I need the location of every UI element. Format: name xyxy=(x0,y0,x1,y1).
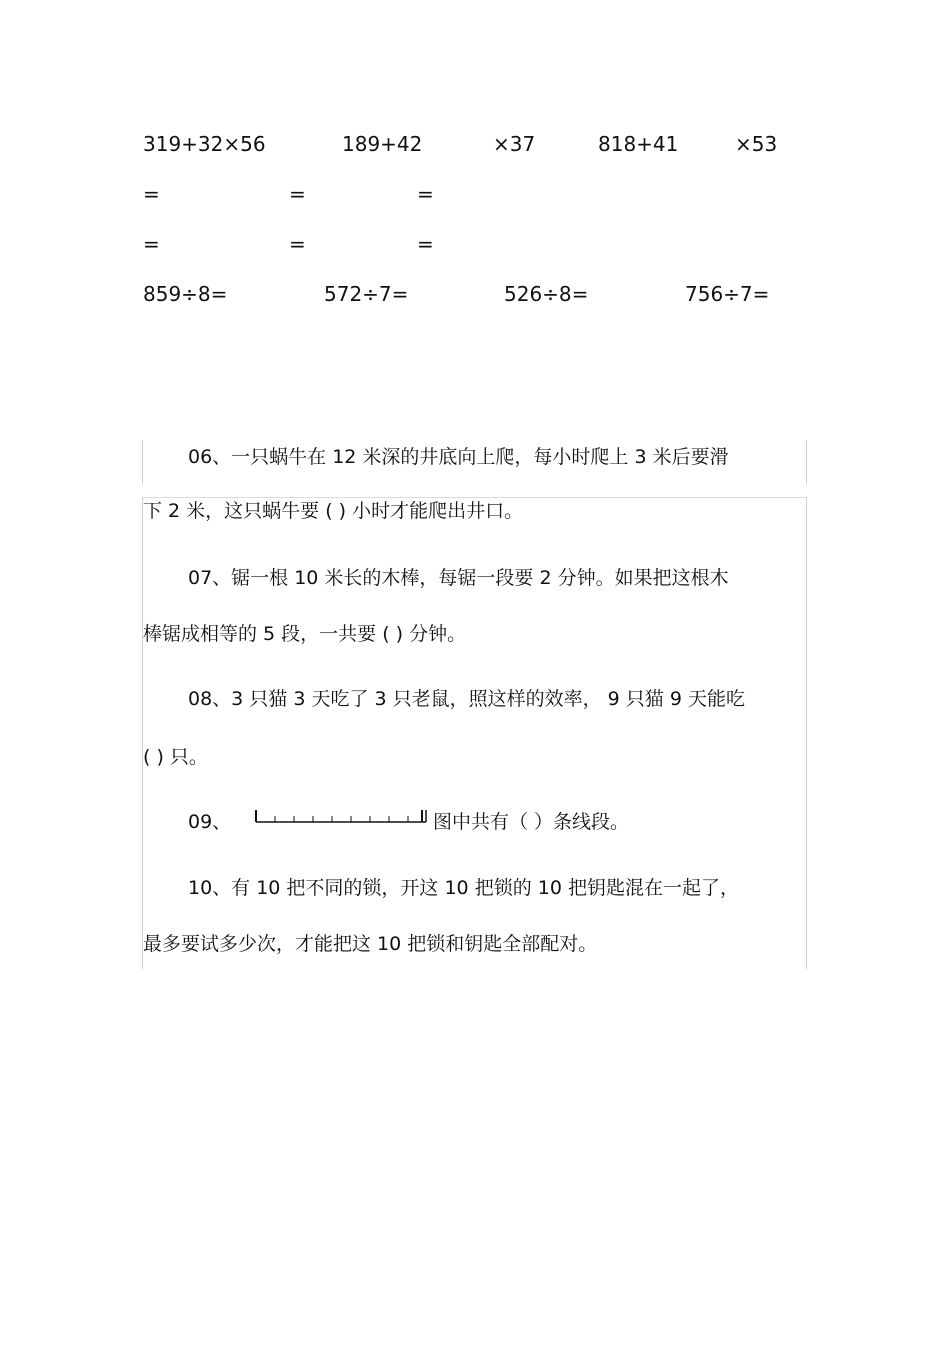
problem-10-line-2: 最多要试多少次，才能把这 10 把锁和钥匙全部配对。 xyxy=(143,933,598,955)
segment-figure xyxy=(255,808,427,824)
problem-09-text: 图中共有（ ）条线段。 xyxy=(433,811,630,833)
equals-sign: = xyxy=(289,182,306,206)
equals-sign: = xyxy=(417,232,434,256)
problem-10-line-1: 10、有 10 把不同的锁，开这 10 把锁的 10 把钥匙混在一起了， xyxy=(188,877,739,899)
frame-line-left-top xyxy=(142,440,143,484)
problem-08-line-2: ( ) 只。 xyxy=(143,746,208,768)
division-3: 526÷8= xyxy=(504,282,589,306)
calc-expression-3-left: 818+41 xyxy=(598,132,679,156)
problem-07-line-2: 棒锯成相等的 5 段，一共要 ( ) 分钟。 xyxy=(143,623,467,645)
equals-sign: = xyxy=(417,182,434,206)
calc-expression-3-right: ×53 xyxy=(735,132,778,156)
equals-sign: = xyxy=(289,232,306,256)
equals-sign: = xyxy=(143,182,160,206)
problem-07-line-1: 07、锯一根 10 米长的木棒，每锯一段要 2 分钟。如果把这根木 xyxy=(188,567,729,589)
calc-expression-2-right: ×37 xyxy=(493,132,536,156)
calc-expression-2-left: 189+42 xyxy=(342,132,423,156)
problem-09-prefix: 09、 xyxy=(188,811,232,833)
problem-06-line-2: 下 2 米，这只蜗牛要 ( ) 小时才能爬出井口。 xyxy=(143,500,524,522)
frame-line-right xyxy=(806,497,807,969)
problem-08-line-1: 08、3 只猫 3 天吃了 3 只老鼠，照这样的效率， 9 只猫 9 天能吃 xyxy=(188,688,745,710)
division-4: 756÷7= xyxy=(685,282,770,306)
problem-06-line-1: 06、一只蜗牛在 12 米深的井底向上爬，每小时爬上 3 米后要滑 xyxy=(188,446,729,468)
calc-expression-1: 319+32×56 xyxy=(143,132,266,156)
frame-line-right-top xyxy=(806,440,807,484)
division-1: 859÷8= xyxy=(143,282,228,306)
equals-sign: = xyxy=(143,232,160,256)
division-2: 572÷7= xyxy=(324,282,409,306)
frame-line-left xyxy=(142,497,143,969)
frame-line-horizontal xyxy=(142,497,807,498)
